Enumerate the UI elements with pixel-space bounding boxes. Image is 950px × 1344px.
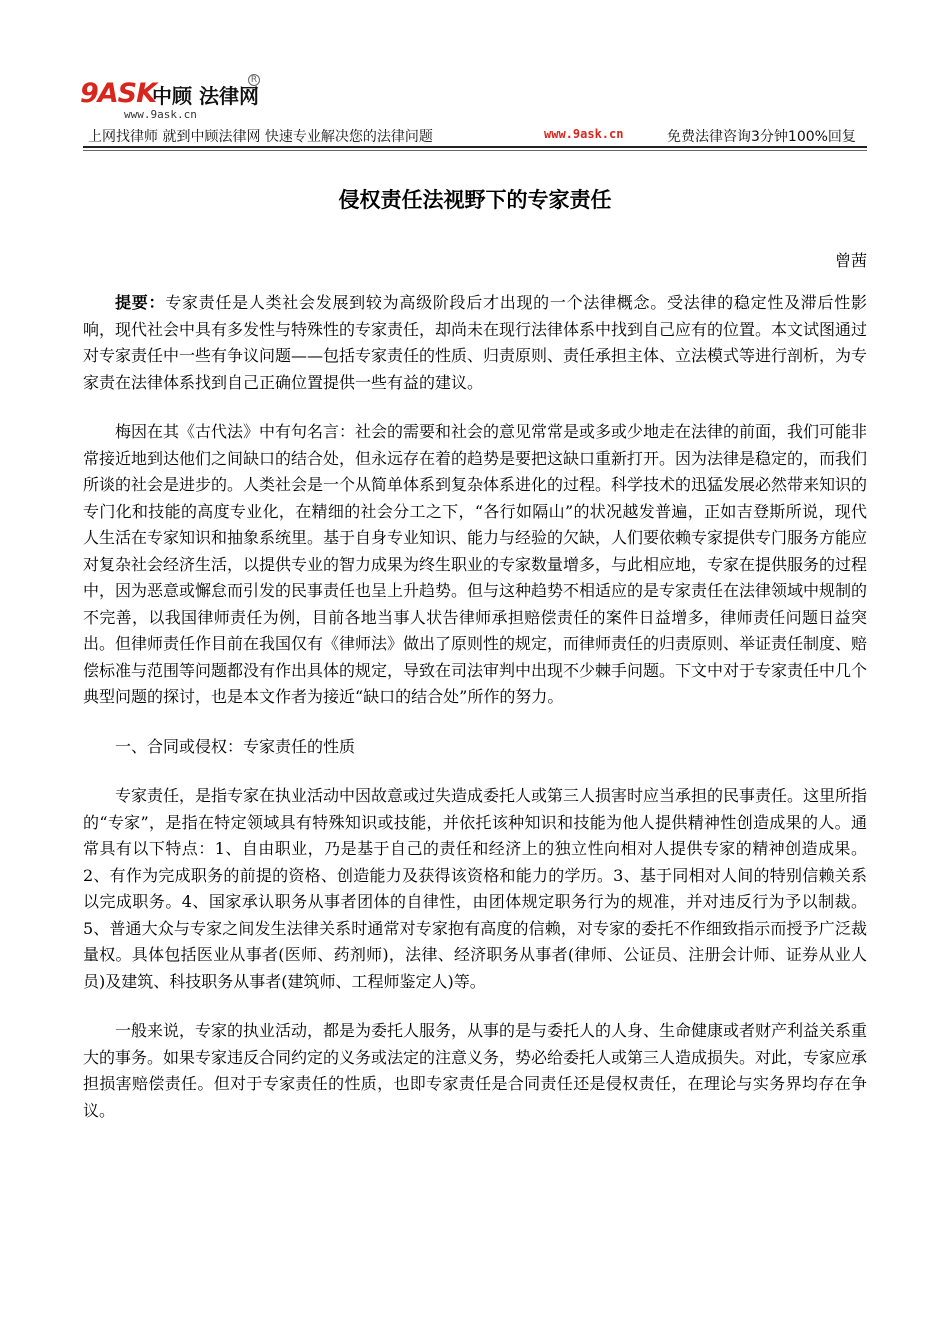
document-title: 侵权责任法视野下的专家责任 xyxy=(338,188,612,212)
registered-icon: R xyxy=(248,74,260,86)
header-url-link[interactable]: www.9ask.cn xyxy=(544,127,624,141)
header-consult-text: 免费法律咨询3分钟100%回复 xyxy=(667,129,856,145)
site-logo[interactable] xyxy=(80,74,280,126)
header-divider xyxy=(83,146,867,148)
logo-name: 中顾 法律网 xyxy=(152,84,259,108)
body-paragraph: 专家责任，是指专家在执业活动中因故意或过失造成委托人或第三人损害时应当承担的民事责任。这里所指的“专家”，是指在特定领域具有特殊知识或技能，并依托该种知识和技能为他人提供精神性创造成果的人。通常具有以下特点：1、自由职业，乃是基于自己的责任和经济上的独立性向相对人提供专家的精神创造成果。2、有作为完成职务的前提的资格、创造能力及获得该资格和能力的学历。3、基于同相对人间的特别信赖关系以完成职务。4、国家承认职务从事者团体的自律性，由团体规定职务行为的规准，并对违反行为予以制裁。5、普通大众与专家之间发生法律关系时通常对专家抱有高度的信赖，对专家的委托不作细致指示而授予广泛裁量权。具体包括医业从事者(医师、药剂师)，法律、经济职务从事者(律师、公证员、注册会计师、证券从业人员)及建筑、科技职务从事者(建筑师、工程师鉴定人)等。 xyxy=(83,786,868,991)
header-tagline: 上网找律师 就到中顾法律网 快速专业解决您的法律问题 xyxy=(88,129,433,145)
header-divider-thin xyxy=(83,150,867,151)
abstract-paragraph xyxy=(83,290,867,396)
logo-mark: 9ASK xyxy=(80,78,157,109)
logo-url: www.9ask.cn xyxy=(124,108,197,121)
page-header xyxy=(0,0,950,150)
body-paragraph: 一般来说，专家的执业活动，都是为委托人服务，从事的是与委托人的人身、生命健康或者财产利益关系重大的事务。如果专家违反合同约定的义务或法定的注意义务，势必给委托人或第三人造成损失。对此，专家应承担损害赔偿责任。但对于专家责任的性质，也即专家责任是合同责任还是侵权责任，在理论与实务界均存在争议。 xyxy=(83,1021,868,1120)
document-author: 曾茜 xyxy=(834,251,867,270)
document-body xyxy=(83,290,867,1147)
body-paragraph: 梅因在其《古代法》中有句名言：社会的需要和社会的意见常常是或多或少地走在法律的前面，我们可能非常接近地到达他们之间缺口的结合处，但永远存在着的趋势是要把这缺口重新打开。因为法律是稳定的，而我们所谈的社会是进步的。人类社会是一个从简单体系到复杂体系进化的过程。科学技术的迅猛发展必然带来知识的专门化和技能的高度专业化，在精细的社会分工之下，“各行如隔山”的状况越发普遍，正如吉登斯所说，现代人生活在专家知识和抽象系统里。基于自身专业知识、能力与经验的欠缺，人们要依赖专家提供专门服务方能应对复杂社会经济生活，以提供专业的智力成果为终生职业的专家数量增多，与此相应地，专家在提供服务的过程中，因为恶意或懈怠而引发的民事责任也呈上升趋势。但与这种趋势不相适应的是专家责任在法律领域中规制的不完善，以我国律师责任为例，目前各地当事人状告律师承担赔偿责任的案件日益增多，律师责任问题日益突出。但律师责任作目前在我国仅有《律师法》做出了原则性的规定，而律师责任的归责原则、举证责任制度、赔偿标准与范围等问题都没有作出具体的规定，导致在司法审判中出现不少棘手问题。下文中对于专家责任中几个典型问题的探讨，也是本文作者为接近“缺口的结合处”所作的努力。 xyxy=(83,422,868,706)
abstract-label: 提要： xyxy=(115,293,166,312)
abstract-text: 专家责任是人类社会发展到较为高级阶段后才出现的一个法律概念。受法律的稳定性及滞后性影响，现代社会中具有多发性与特殊性的专家责任，却尚未在现行法律体系中找到自己应有的位置。本文试图通过对专家责任中一些有争议问题——包括专家责任的性质、归责原则、责任承担主体、立法模式等进行剖析，为专家责在法律体系找到自己正确位置提供一些有益的建议。 xyxy=(83,293,868,392)
section-heading: 一、合同或侵权：专家责任的性质 xyxy=(115,736,356,756)
